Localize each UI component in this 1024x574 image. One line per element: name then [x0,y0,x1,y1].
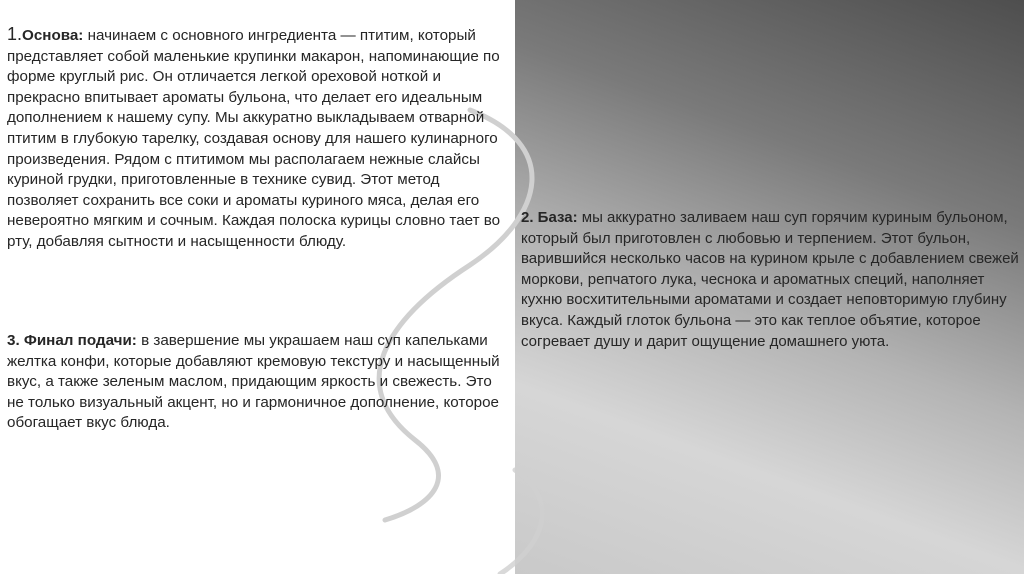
section-final-label: 3. Финал подачи: [7,332,137,349]
section-osnova-text: начинаем с основного ингредиента — птитим, который представляет собой маленькие крупинки макарон, напоминающие по форме круглый рис. Он отличается легкой ореховой ноткой и прекрасно впитывает ароматы бульона, что делает его идеальным дополнением к нашему супу. Мы аккуратно выкладываем отварной птитим в глубокую тарелку, создавая основу для нашего кулинарного произведения. Рядом с птитимом мы располагаем нежные слайсы куриной грудки, приготовленные в технике сувид. Этот метод позволяет сохранить все соки и ароматы куриного мяса, делая его невероятно мягким и сочным. Каждая полоска курицы словно тает во рту, добавляя сытности и насыщенности блюду. [7,27,501,250]
section-final-text: в завершение мы украшаем наш суп капельками желтка конфи, которые добавляют кремовую текстуру и насыщенный вкус, а также зеленым маслом, придающим яркость и свежесть. Это не только визуальный акцент, но и гармоничное дополнение, которое обогащает вкус блюда. [7,332,500,432]
section-baza-text: мы аккуратно заливаем наш суп горячим куриным бульоном, который был приготовлен с любовью и терпением. Этот бульон, варившийся несколько часов на курином крыле с добавлением свежей моркови, репчатого лука, чеснока и ароматных специй, наполняет кухню восхитительными ароматами и создает неповторимую глубину вкуса. Каждый глоток бульона — это как теплое объятие, которое согревает душу и дарит ощущение домашнего уюта. [521,209,1019,350]
section-number: 1. [7,24,23,44]
section-osnova-label [7,24,84,44]
section-baza [521,208,1021,352]
decorative-curve [500,470,542,574]
section-baza-label: 2. База: [521,209,578,226]
section-final [7,331,512,434]
section-label: Основа: [22,27,84,44]
section-osnova [7,24,512,253]
